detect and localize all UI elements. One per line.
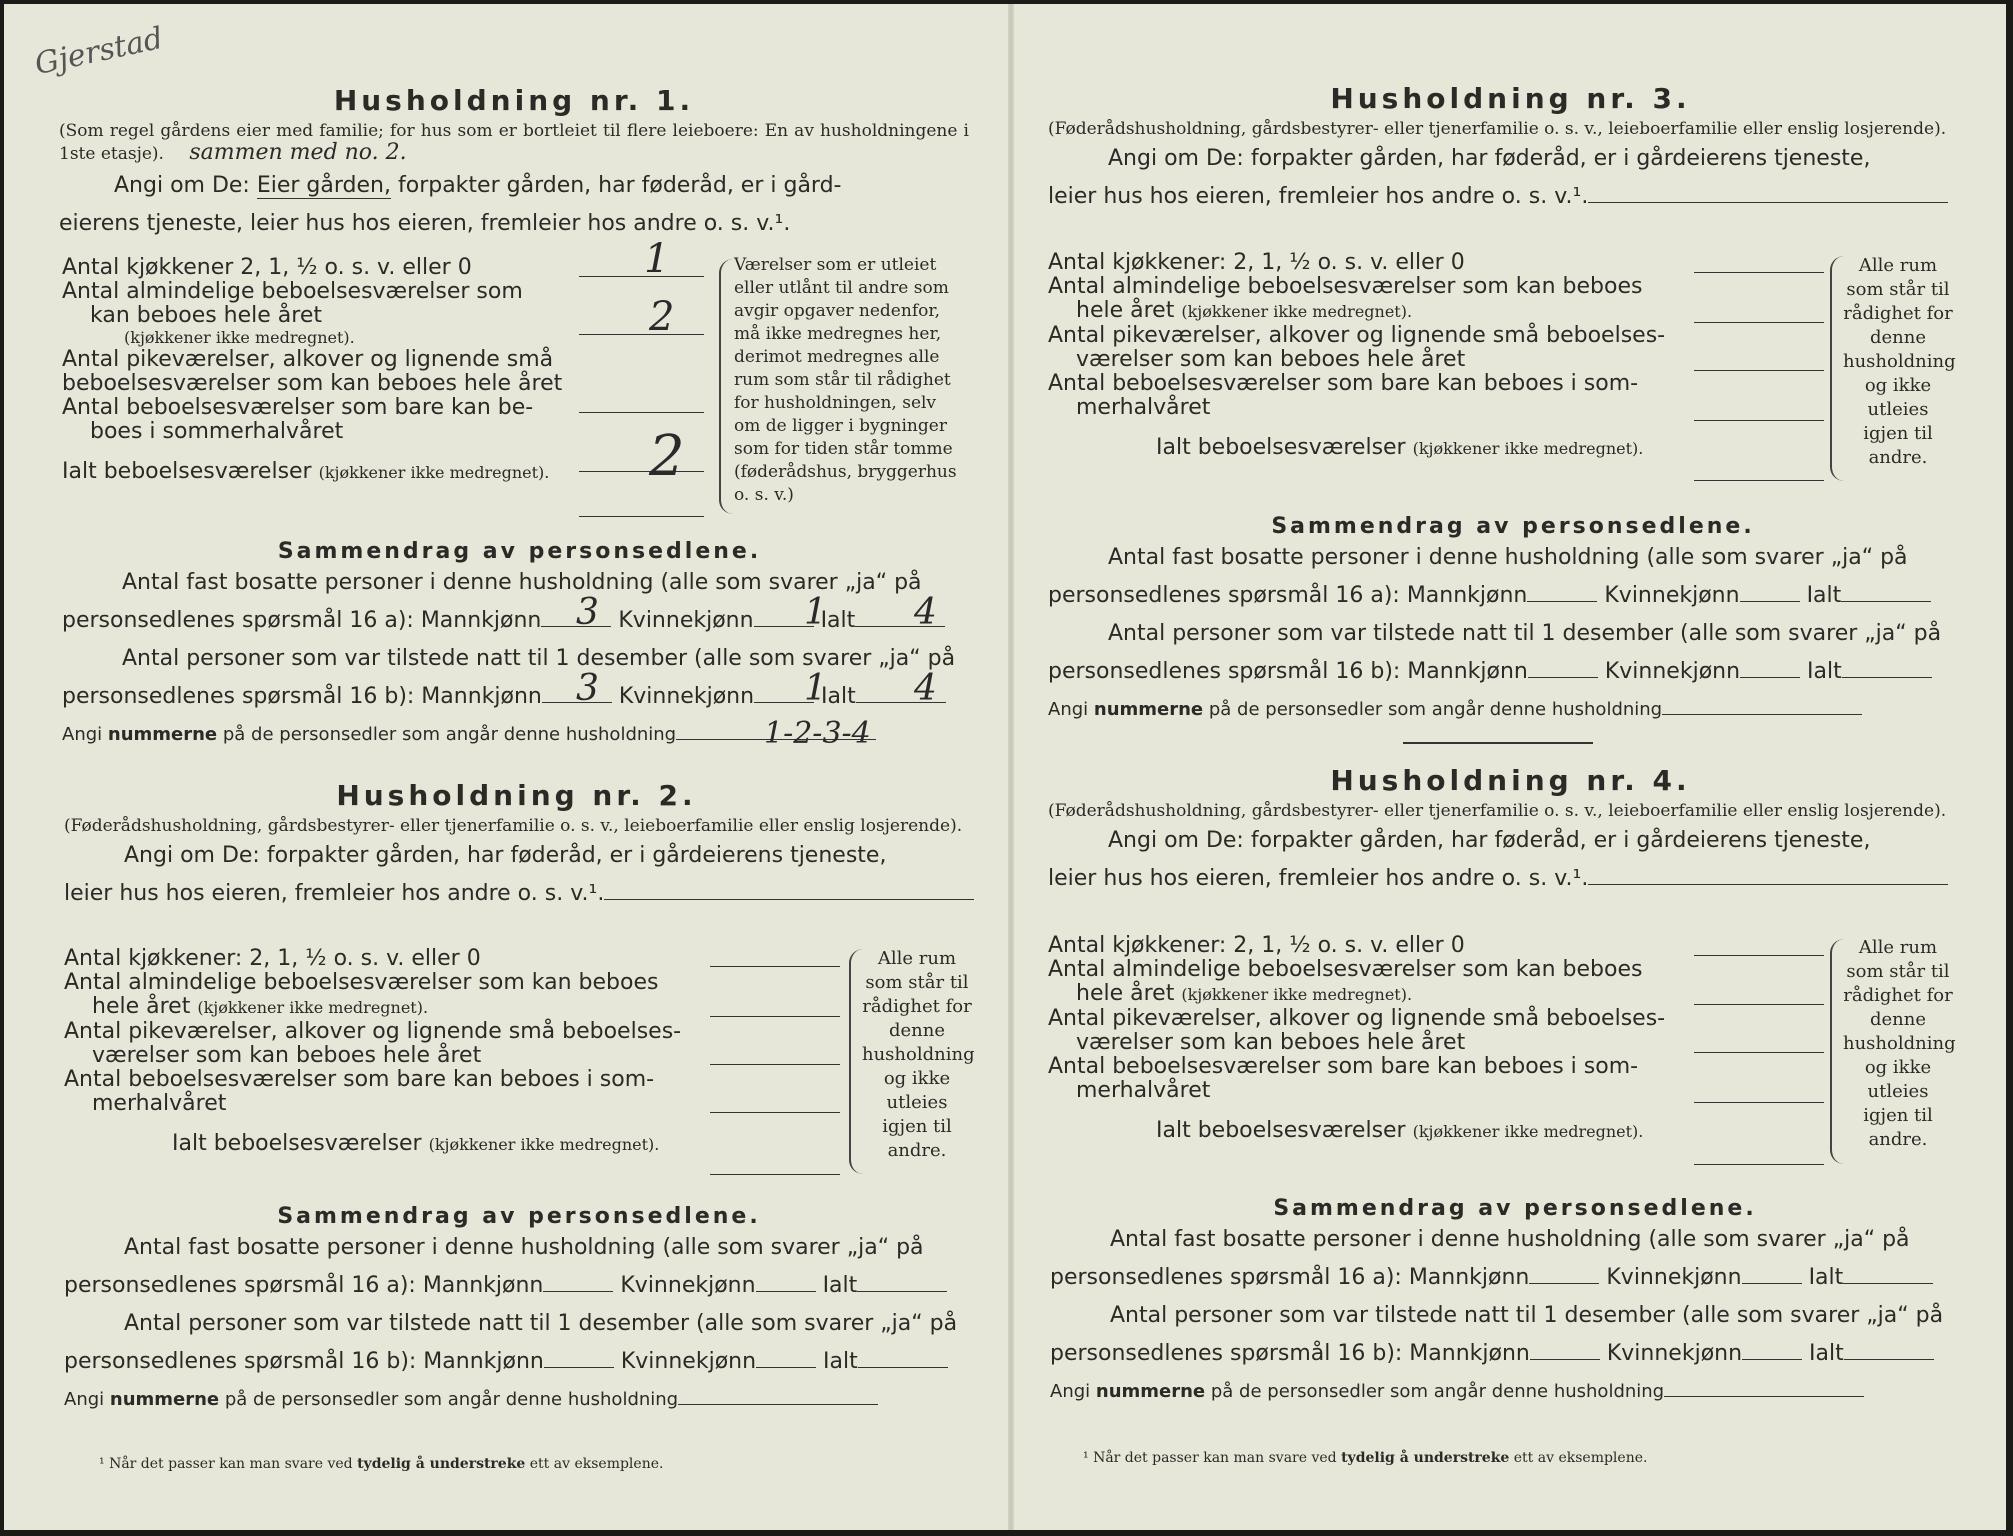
- h1-total-resident: 4: [914, 592, 937, 633]
- household-1-ask-line-1: Angi om De: Eier gården, forpakter gården, har føderåd, er i gård-: [114, 173, 842, 198]
- h1-ordinary-rooms-value: 2: [649, 294, 675, 340]
- owner-option-underlined: Eier gården,: [256, 173, 391, 198]
- household-1-note: Værelser som er utleiet eller utlånt til andre som avgir opgaver nedenfor, må ikke medregnes her, derimot medregnes alle rum som står til rådighet for husholdningen, selv om de ligger i bygninger som for tiden står tomme (føderådshus, bryggerhus o. s. v.): [734, 255, 957, 505]
- household-2-description: (Føderådshusholdning, gårdsbestyrer- eller tjenerfamilie o. s. v., leieboerfamilie eller enslig losjerende).: [64, 816, 963, 836]
- household-1-rooms: Antal kjøkkener 2, 1, ½ o. s. v. eller 0 Antal almindelige beboelsesværelser som kan beboes hele året (kjøkkener ikke medregnet). Antal pikeværelser, alkover og lignende små beboelsesværelser som kan beboes hele året Antal beboelsesværelser som bare kan be- boes i sommerhalvåret Ialt beboelsesværelser (kjøkkener ikke medregnet).: [62, 256, 622, 485]
- household-3-note: Alle rum som står til rådighet for denne husholdning og ikke utleies igjen til andre.: [1843, 255, 1956, 468]
- brace: [719, 259, 735, 514]
- household-4-summary: Sammendrag av personsedlene. Antal fast bosatte personer i denne husholdning (alle som svarer „ja“ på personsedlenes spørsmål 16 a): Mannkjønn Kvinnekjønn Ialt Antal personer som var tilstede natt til 1 desember (alle som svarer „ja“ på personsedlenes spørsmål 16 b): Mannkjønn Kvinnekjønn Ialt Angi nummerne på de personsedler som angår denne husholdning: [1050, 1196, 1944, 1402]
- section-divider: [1403, 742, 1593, 744]
- household-1-ask-line-2: eierens tjeneste, leier hus hos eieren, fremleier hos andre o. s. v.¹.: [59, 211, 791, 236]
- household-2-summary: Sammendrag av personsedlene. Antal fast bosatte personer i denne husholdning (alle som svarer „ja“ på personsedlenes spørsmål 16 a): Mannkjønn Kvinnekjønn Ialt Antal personer som var tilstede natt til 1 desember (alle som svarer „ja“ på personsedlenes spørsmål 16 b): Mannkjønn Kvinnekjønn Ialt Angi nummerne på de personsedler som angår denne husholdning: [64, 1204, 958, 1410]
- h1-summer-rooms-value: 2: [649, 424, 685, 489]
- footnote: ¹ Når det passer kan man svare ved tydelig å understreke ett av eksemplene.: [1083, 1450, 1648, 1466]
- household-1-shared-note: sammen med no. 2.: [189, 140, 407, 165]
- household-1-description: (Som regel gårdens eier med familie; for hus som er bortleiet til flere leieboere: En av husholdningene i 1ste etasje). sammen med no. 2.: [59, 121, 969, 165]
- household-4-note: Alle rum som står til rådighet for denne husholdning og ikke utleies igjen til andre.: [1843, 937, 1956, 1150]
- household-4-description: (Føderådshusholdning, gårdsbestyrer- eller tjenerfamilie o. s. v., leieboerfamilie eller enslig losjerende).: [1048, 801, 1947, 821]
- household-4-title: Husholdning nr. 4.: [1330, 764, 1691, 797]
- h1-kitchens-value: 1: [644, 236, 670, 282]
- h1-person-numbers: 1-2-3-4: [764, 716, 871, 751]
- h1-women-present: 1: [804, 668, 827, 709]
- corner-handwriting: Gjerstad: [31, 20, 167, 83]
- household-3-rooms: Antal kjøkkener: 2, 1, ½ o. s. v. eller 0 Antal almindelige beboelsesværelser som kan beboes hele året (kjøkkener ikke medregnet). Antal pikeværelser, alkover og lignende små beboelses- værelser som kan beboes hele året Antal beboelsesværelser som bare kan beboes i som- merhalvåret Ialt beboelsesværelser (kjøkkener ikke medregnet).: [1048, 250, 1666, 460]
- h1-men-present: 3: [576, 668, 599, 709]
- household-4-rooms: Antal kjøkkener: 2, 1, ½ o. s. v. eller 0 Antal almindelige beboelsesværelser som kan beboes hele året (kjøkkener ikke medregnet). Antal pikeværelser, alkover og lignende små beboelses- værelser som kan beboes hele året Antal beboelsesværelser som bare kan beboes i som- merhalvåret Ialt beboelsesværelser (kjøkkener ikke medregnet).: [1048, 933, 1666, 1143]
- h1-total-present: 4: [914, 668, 937, 709]
- household-3: Husholdning nr. 3. (Føderådshusholdning, gårdsbestyrer- eller tjenerfamilie o. s. v., leieboerfamilie eller enslig losjerende). Angi om De: forpakter gården, har føderåd, er i gårdeierens tjeneste, leier hus hos eieren, fremleier hos andre o. s. v.¹.: [1048, 82, 1973, 216]
- household-3-title: Husholdning nr. 3.: [1330, 82, 1691, 115]
- census-sheet: [4, 4, 2006, 1530]
- footnote: ¹ Når det passer kan man svare ved tydelig å understreke ett av eksemplene.: [99, 1456, 664, 1472]
- household-3-summary: Sammendrag av personsedlene. Antal fast bosatte personer i denne husholdning (alle som svarer „ja“ på personsedlenes spørsmål 16 a): Mannkjønn Kvinnekjønn Ialt Antal personer som var tilstede natt til 1 desember (alle som svarer „ja“ på personsedlenes spørsmål 16 b): Mannkjønn Kvinnekjønn Ialt Angi nummerne på de personsedler som angår denne husholdning: [1048, 514, 1942, 720]
- household-2-rooms: Antal kjøkkener: 2, 1, ½ o. s. v. eller 0 Antal almindelige beboelsesværelser som kan beboes hele året (kjøkkener ikke medregnet). Antal pikeværelser, alkover og lignende små beboelses- værelser som kan beboes hele året Antal beboelsesværelser som bare kan beboes i som- merhalvåret Ialt beboelsesværelser (kjøkkener ikke medregnet).: [64, 946, 682, 1156]
- household-1-summary: Sammendrag av personsedlene. Antal fast bosatte personer i denne husholdning (alle som svarer „ja“ på personsedlenes spørsmål 16 a): Mannkjønn Kvinnekjønn Ialt Antal personer som var tilstede natt til 1 desember (alle som svarer „ja“ på personsedlenes spørsmål 16 b): Mannkjønn Kvinnekjønn Ialt Angi nummerne på de personsedler som angår denne husholdning: [62, 539, 977, 754]
- h1-women-resident: 1: [804, 592, 827, 633]
- household-2-note: Alle rum som står til rådighet for denne husholdning og ikke utleies igjen til andre.: [862, 948, 975, 1161]
- summary-title: Sammendrag av personsedlene.: [277, 539, 762, 564]
- household-2-title: Husholdning nr. 2.: [336, 779, 697, 812]
- left-page: [4, 4, 1004, 1530]
- h1-men-resident: 3: [576, 592, 599, 633]
- household-1: [59, 84, 969, 243]
- household-1-title: Husholdning nr. 1.: [333, 84, 695, 117]
- right-page: [1018, 4, 2003, 1530]
- household-4: Husholdning nr. 4. (Føderådshusholdning, gårdsbestyrer- eller tjenerfamilie o. s. v., leieboerfamilie eller enslig losjerende). Angi om De: forpakter gården, har føderåd, er i gårdeierens tjeneste, leier hus hos eieren, fremleier hos andre o. s. v.¹.: [1048, 764, 1973, 898]
- kitchens-label: Antal kjøkkener 2, 1, ½ o. s. v. eller 0: [62, 255, 472, 280]
- page-fold: [1008, 4, 1014, 1530]
- household-2: Husholdning nr. 2. (Føderådshusholdning, gårdsbestyrer- eller tjenerfamilie o. s. v., leieboerfamilie eller enslig losjerende). Angi om De: forpakter gården, har føderåd, er i gårdeierens tjeneste, leier hus hos eieren, fremleier hos andre o. s. v.¹.: [64, 779, 969, 913]
- household-3-description: (Føderådshusholdning, gårdsbestyrer- eller tjenerfamilie o. s. v., leieboerfamilie eller enslig losjerende).: [1048, 119, 1947, 139]
